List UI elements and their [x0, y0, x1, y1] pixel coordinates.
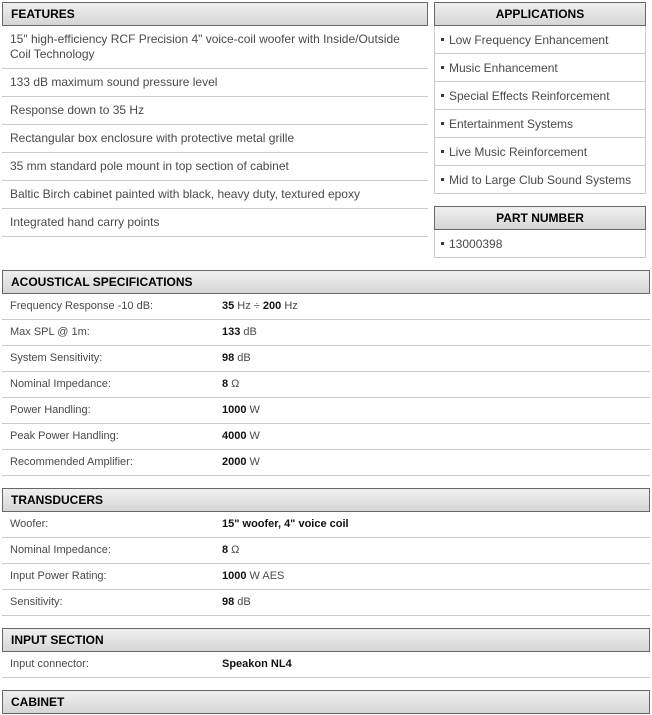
list-item	[435, 82, 645, 110]
section-transducers	[2, 488, 650, 616]
spec-row	[2, 398, 650, 424]
spec-label: Power Handling:	[10, 404, 91, 416]
spec-row	[2, 590, 650, 616]
spec-value: 1000 W AES	[222, 570, 285, 582]
spec-label: Nominal Impedance:	[10, 378, 111, 390]
features-panel	[2, 2, 428, 237]
bullet-icon	[441, 94, 444, 97]
spec-label: System Sensitivity:	[10, 352, 103, 364]
section-header-transducers: TRANSDUCERS	[2, 488, 650, 512]
spec-row	[2, 372, 650, 398]
list-item-label: Response down to 35 Hz	[10, 103, 145, 117]
list-item-label: Entertainment Systems	[449, 116, 574, 131]
section-header-input-section: INPUT SECTION	[2, 628, 650, 652]
spec-label: Recommended Amplifier:	[10, 456, 133, 468]
spec-value: 133 dB	[222, 326, 257, 338]
spec-label: Max SPL @ 1m:	[10, 326, 90, 338]
spec-row	[2, 652, 650, 678]
list-item	[435, 26, 645, 54]
list-item	[2, 97, 428, 125]
part-number-panel	[434, 206, 646, 258]
input-section-spec-table	[2, 652, 650, 678]
list-item	[2, 125, 428, 153]
list-item	[435, 230, 645, 258]
list-item-label: 133 dB maximum sound pressure level	[10, 75, 218, 89]
applications-panel	[434, 2, 646, 194]
list-item	[435, 166, 645, 194]
spec-label: Input Power Rating:	[10, 570, 107, 582]
spec-label: Woofer:	[10, 518, 49, 530]
section-header-applications: APPLICATIONS	[434, 2, 646, 26]
transducers-spec-table	[2, 512, 650, 616]
spec-value: 98 dB	[222, 596, 251, 608]
section-cabinet	[2, 690, 650, 714]
spec-value: 8 Ω	[222, 544, 240, 556]
list-item-label: 13000398	[449, 236, 503, 251]
spec-label: Nominal Impedance:	[10, 544, 111, 556]
spec-row	[2, 564, 650, 590]
section-header-features: FEATURES	[2, 2, 428, 26]
spec-row	[2, 450, 650, 476]
spec-row	[2, 346, 650, 372]
list-item	[435, 54, 645, 82]
list-item-label: 35 mm standard pole mount in top section of cabinet	[10, 159, 289, 173]
list-item	[2, 209, 428, 237]
spec-value: 2000 W	[222, 456, 260, 468]
spec-label: Sensitivity:	[10, 596, 63, 608]
bullet-icon	[441, 178, 444, 181]
section-acoustical-specifications	[2, 270, 650, 476]
spec-value: 35 Hz ÷ 200 Hz	[222, 300, 298, 312]
bullet-icon	[441, 66, 444, 69]
list-item-label: Special Effects Reinforcement	[449, 88, 610, 103]
bullet-icon	[441, 38, 444, 41]
section-header-cabinet: CABINET	[2, 690, 650, 714]
list-item-label: Music Enhancement	[449, 60, 558, 75]
spec-value: 4000 W	[222, 430, 260, 442]
list-item	[435, 138, 645, 166]
spec-row	[2, 424, 650, 450]
features-list	[2, 26, 428, 237]
spec-row	[2, 538, 650, 564]
spec-value: 8 Ω	[222, 378, 240, 390]
list-item-label: Low Frequency Enhancement	[449, 32, 609, 47]
bullet-icon	[441, 150, 444, 153]
list-item-label: Integrated hand carry points	[10, 215, 160, 229]
list-item	[2, 153, 428, 181]
acoustical-spec-table	[2, 294, 650, 476]
applications-list	[434, 26, 646, 194]
list-item-label: Live Music Reinforcement	[449, 144, 588, 159]
part-number-list	[434, 230, 646, 258]
spec-value: 15" woofer, 4" voice coil	[222, 518, 349, 530]
section-input-section	[2, 628, 650, 678]
bullet-icon	[441, 242, 444, 245]
list-item	[2, 26, 428, 69]
spec-row	[2, 294, 650, 320]
list-item	[2, 69, 428, 97]
spec-value: 1000 W	[222, 404, 260, 416]
list-item-label: Mid to Large Club Sound Systems	[449, 172, 632, 187]
list-item	[2, 181, 428, 209]
list-item-label: Rectangular box enclosure with protective metal grille	[10, 131, 295, 145]
spec-label: Peak Power Handling:	[10, 430, 119, 442]
spec-value: Speakon NL4	[222, 658, 292, 670]
bullet-icon	[441, 122, 444, 125]
right-column	[434, 2, 646, 258]
spec-label: Frequency Response -10 dB:	[10, 300, 154, 312]
spec-row	[2, 320, 650, 346]
section-header-part-number: PART NUMBER	[434, 206, 646, 230]
spec-row	[2, 512, 650, 538]
list-item	[435, 110, 645, 138]
list-item-label: Baltic Birch cabinet painted with black, heavy duty, textured epoxy	[10, 187, 360, 201]
list-item-label: 15" high-efficiency RCF Precision 4" voice-coil woofer with Inside/Outside Coil Technology	[10, 32, 400, 61]
spec-label: Input connector:	[10, 658, 89, 670]
spec-value: 98 dB	[222, 352, 251, 364]
top-columns	[0, 0, 652, 258]
section-header-acoustical-specifications: ACOUSTICAL SPECIFICATIONS	[2, 270, 650, 294]
